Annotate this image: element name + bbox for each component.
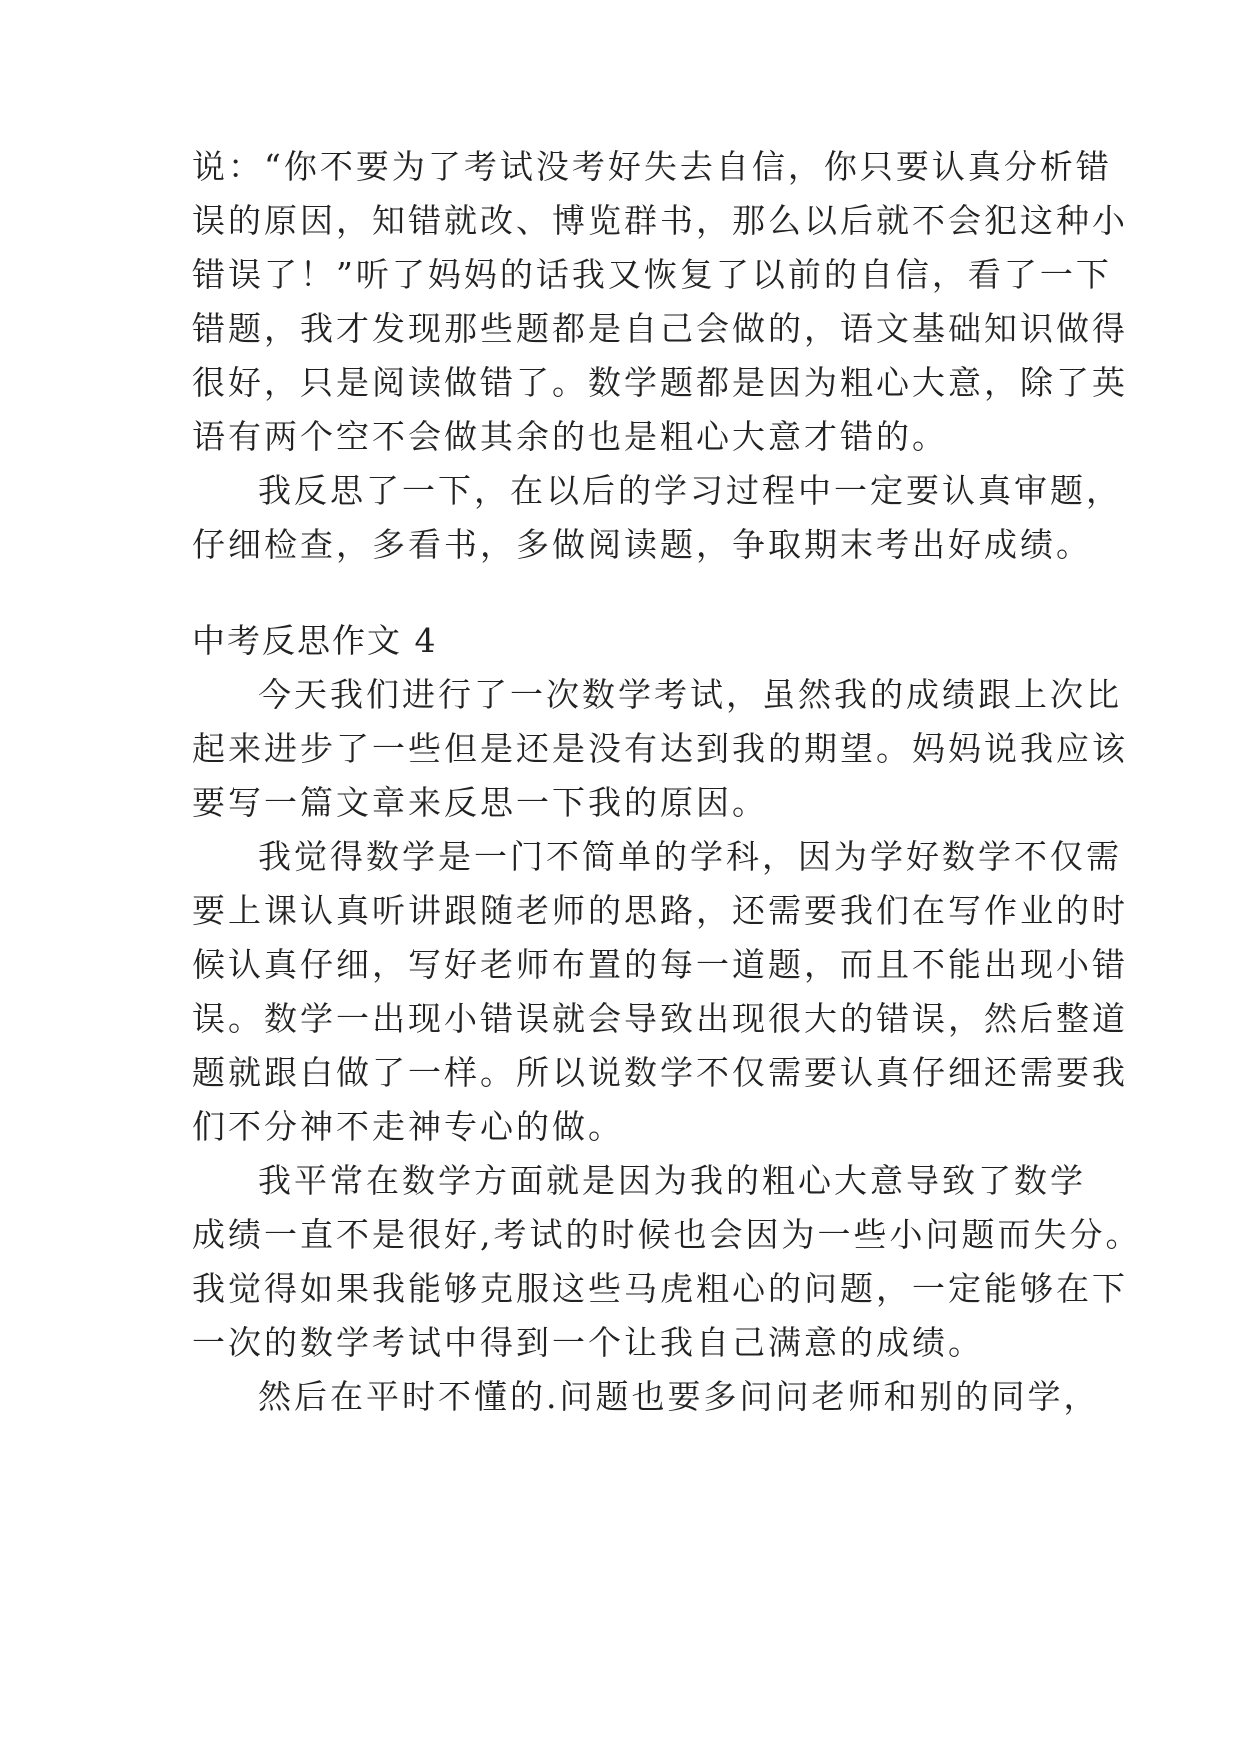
text-line: 要上课认真听讲跟随老师的思路，还需要我们在写作业的时: [192, 891, 1128, 930]
text-line: 们不分神不走神专心的做。: [192, 1107, 624, 1146]
text-line: 我觉得如果我能够克服这些马虎粗心的问题，一定能够在下: [192, 1269, 1128, 1308]
section-heading: 中考反思作文 4: [192, 621, 438, 660]
text-line: 错题，我才发现那些题都是自己会做的，语文基础知识做得: [192, 309, 1128, 348]
text-line: 一次的数学考试中得到一个让我自己满意的成绩。: [192, 1323, 984, 1362]
text-line: 我反思了一下，在以后的学习过程中一定要认真审题，: [258, 471, 1122, 510]
text-line: 误。数学一出现小错误就会导致出现很大的错误，然后整道: [192, 999, 1128, 1038]
text-line: 很好，只是阅读做错了。数学题都是因为粗心大意，除了英: [192, 363, 1128, 402]
text-line: 误的原因，知错就改、博览群书，那么以后就不会犯这种小: [192, 201, 1128, 240]
text-line: 要写一篇文章来反思一下我的原因。: [192, 783, 768, 822]
text-line: 错误了！”听了妈妈的话我又恢复了以前的自信，看了一下: [192, 255, 1112, 294]
text-line: 仔细检查，多看书，多做阅读题，争取期末考出好成绩。: [192, 525, 1092, 564]
text-line: 我平常在数学方面就是因为我的粗心大意导致了数学: [258, 1161, 1086, 1200]
text-line: 起来进步了一些但是还是没有达到我的期望。妈妈说我应该: [192, 729, 1128, 768]
text-line: 候认真仔细，写好老师布置的每一道题，而且不能出现小错: [192, 945, 1128, 984]
text-line: 成绩一直不是很好,考试的时候也会因为一些小问题而失分。: [192, 1215, 1142, 1254]
text-line: 我觉得数学是一门不简单的学科，因为学好数学不仅需: [258, 837, 1122, 876]
text-line: 说：“你不要为了考试没考好失去自信，你只要认真分析错: [192, 147, 1112, 186]
text-line: 语有两个空不会做其余的也是粗心大意才错的。: [192, 417, 948, 456]
text-line: 然后在平时不懂的.问题也要多问问老师和别的同学，: [258, 1377, 1100, 1416]
text-line: 题就跟白做了一样。所以说数学不仅需要认真仔细还需要我: [192, 1053, 1128, 1092]
text-line: 今天我们进行了一次数学考试，虽然我的成绩跟上次比: [258, 675, 1122, 714]
